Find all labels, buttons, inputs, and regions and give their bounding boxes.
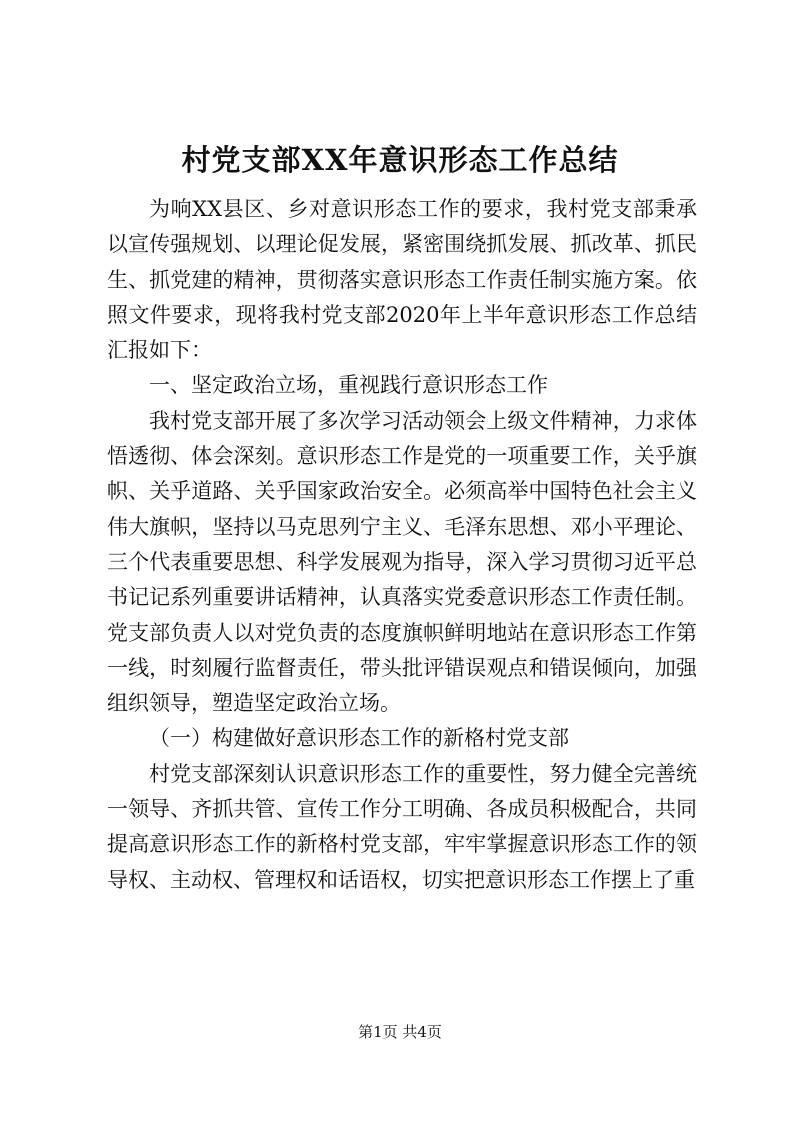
- subsection-heading-1: （一）构建做好意识形态工作的新格村党支部: [149, 726, 569, 751]
- section-heading-1: 一、坚定政治立场，重视践行意识形态工作: [149, 373, 548, 398]
- section-1-paragraph: 我村党支部开展了多次学习活动领会上级文件精神，力求体悟透彻、体会深刻。意识形态工作是党的一项重要工作，关乎旗帜、关乎道路、关乎国家政治安全。必须高举中国特色社会主义伟大旗帜，坚持以马克思列宁主义、毛泽东思想、邓小平理论、三个代表重要思想、科学发展观为指导，深入学习贯彻习近平总书记记系列重要讲话精神，认真落实党委意识形态工作责任制。党支部负责人以对党负责的态度旗帜鲜明地站在意识形态工作第一线，时刻履行监督责任，带头批评错误观点和错误倾向，加强组织领导，塑造坚定政治立场。: [107, 408, 697, 716]
- subsection-1-paragraph: 村党支部深刻认识意识形态工作的重要性，努力健全完善统一领导、齐抓共管、宣传工作分工明确、各成员积极配合，共同提高意识形态工作的新格村党支部，牢牢掌握意识形态工作的领导权、主动权、管理权和话语权，切实把意识形态工作摆上了重: [107, 761, 697, 892]
- document-body: [107, 192, 697, 898]
- page-footer: 第1页 共4页: [358, 1023, 442, 1041]
- intro-paragraph: 为响XX县区、乡对意识形态工作的要求，我村党支部秉承以宣传强规划、以理论促发展，紧密围绕抓发展、抓改革、抓民生、抓党建的精神，贯彻落实意识形态工作责任制实施方案。依照文件要求，现将我村党支部2020年上半年意识形态工作总结汇报如下：: [107, 197, 697, 363]
- document-title: 村党支部XX年意识形态工作总结: [181, 143, 619, 177]
